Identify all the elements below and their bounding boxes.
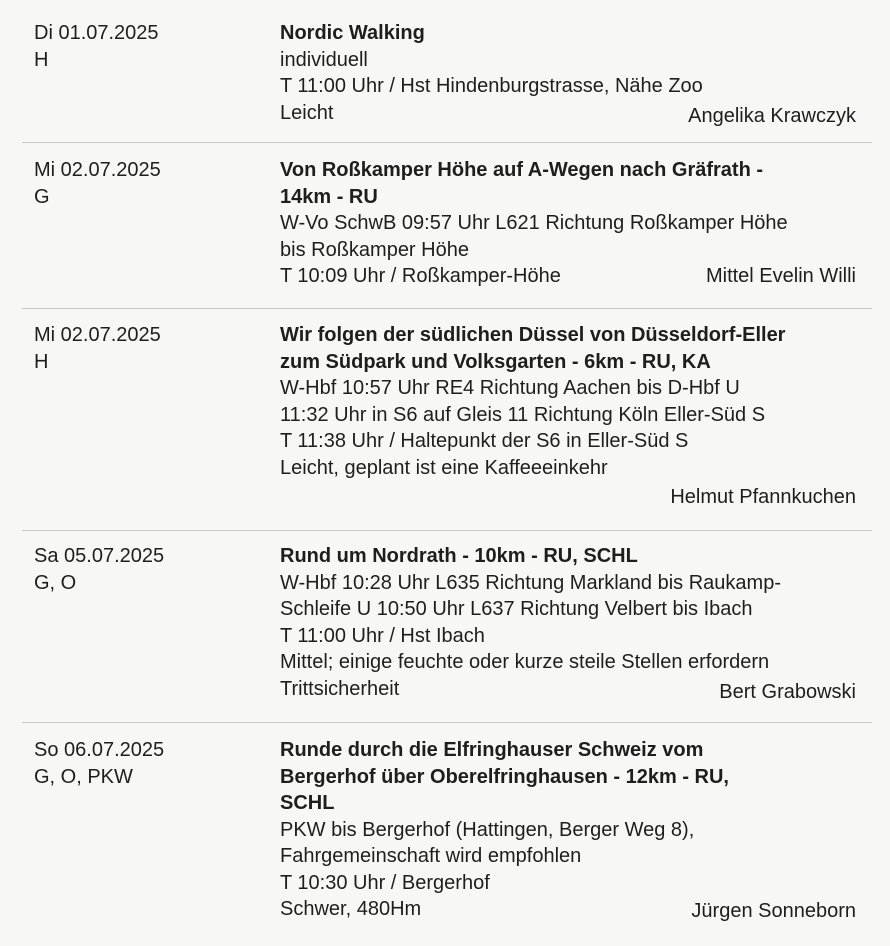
divider — [22, 142, 872, 143]
event-details — [280, 543, 860, 702]
event-groups: H — [34, 48, 49, 71]
event-title: zum Südpark und Volksgarten - 6km - RU, KA — [280, 350, 711, 373]
event-leader: Mittel Evelin Willi — [705, 265, 856, 287]
event-title: Runde durch die Elfringhauser Schweiz vom — [280, 739, 704, 761]
event-leader: Helmut Pfannkuchen — [670, 486, 856, 508]
event-date: Mi 02.07.2025 — [34, 324, 161, 346]
event-detail-line: Mittel; einige feuchte oder kurze steile Stellen erfordern — [280, 651, 770, 673]
event-details — [280, 322, 860, 511]
event-date-column — [34, 157, 264, 210]
event-detail-line: T 10:30 Uhr / Bergerhof — [280, 871, 490, 894]
event-details — [280, 737, 860, 923]
event-detail-line: Leicht, geplant ist eine Kaffeeeinkehr — [280, 456, 608, 479]
event-detail-line: Fahrgemeinschaft wird empfohlen — [280, 845, 582, 867]
event-groups: G, O, PKW — [34, 765, 133, 788]
event-title: Nordic Walking — [280, 22, 425, 44]
event-meeting-point: T 10:09 Uhr / Roßkamper-Höhe — [280, 265, 561, 287]
divider — [22, 530, 872, 531]
event-date: Di 01.07.2025 — [34, 22, 159, 44]
event-detail-line: T 11:00 Uhr / Hst Ibach — [280, 624, 485, 647]
event-date-column — [34, 20, 264, 73]
divider — [22, 308, 872, 309]
event-title: Bergerhof über Oberelfringhausen - 12km - RU, — [280, 765, 729, 788]
event-details — [280, 157, 860, 290]
event-date: So 06.07.2025 — [34, 739, 165, 761]
event-detail-line: individuell — [280, 48, 368, 71]
event-title: 14km - RU — [280, 185, 378, 208]
event-title: Wir folgen der südlichen Düssel von Düsseldorf-Eller — [280, 324, 786, 346]
event-detail-line: bis Roßkamper Höhe — [280, 238, 469, 261]
event-date-column — [34, 322, 264, 375]
event-details — [280, 20, 860, 126]
event-groups: G — [34, 185, 50, 208]
event-groups: H — [34, 350, 49, 373]
event-detail-line: W-Vo SchwB 09:57 Uhr L621 Richtung Roßkamper Höhe — [280, 212, 788, 234]
event-date: Sa 05.07.2025 — [34, 545, 165, 567]
event-title: Rund um Nordrath - 10km - RU, SCHL — [280, 545, 638, 567]
event-groups: G, O — [34, 571, 77, 594]
event-leader: Bert Grabowski — [719, 680, 856, 703]
event-detail-line: 11:32 Uhr in S6 auf Gleis 11 Richtung Köln Eller-Süd S — [280, 403, 766, 426]
event-detail-line: W-Hbf 10:57 Uhr RE4 Richtung Aachen bis D-Hbf U — [280, 377, 740, 399]
event-date-column — [34, 737, 264, 790]
event-footer-line — [280, 263, 860, 290]
event-detail-line: T 11:00 Uhr / Hst Hindenburgstrasse, Nähe Zoo — [280, 75, 703, 97]
event-date: Mi 02.07.2025 — [34, 159, 161, 181]
event-footer-line — [280, 676, 860, 703]
event-difficulty: Schwer, 480Hm — [280, 898, 422, 920]
event-detail-line: Schleife U 10:50 Uhr L637 Richtung Velbert bis Ibach — [280, 598, 753, 620]
event-leader: Angelika Krawczyk — [688, 104, 856, 127]
event-footer-line — [280, 896, 860, 923]
event-detail-line: T 11:38 Uhr / Haltepunkt der S6 in Eller-Süd S — [280, 430, 689, 452]
event-detail-line: Trittsicherheit — [280, 677, 400, 700]
divider — [22, 722, 872, 723]
event-title: SCHL — [280, 792, 335, 814]
event-detail-line: PKW bis Bergerhof (Hattingen, Berger Weg 8), — [280, 818, 695, 841]
event-date-column — [34, 543, 264, 596]
event-leader: Jürgen Sonneborn — [691, 900, 856, 922]
event-footer-line — [280, 100, 860, 127]
event-title: Von Roßkamper Höhe auf A-Wegen nach Gräfrath - — [280, 159, 764, 181]
event-difficulty: Leicht — [280, 101, 334, 124]
event-detail-line: W-Hbf 10:28 Uhr L635 Richtung Markland bis Raukamp- — [280, 571, 781, 594]
